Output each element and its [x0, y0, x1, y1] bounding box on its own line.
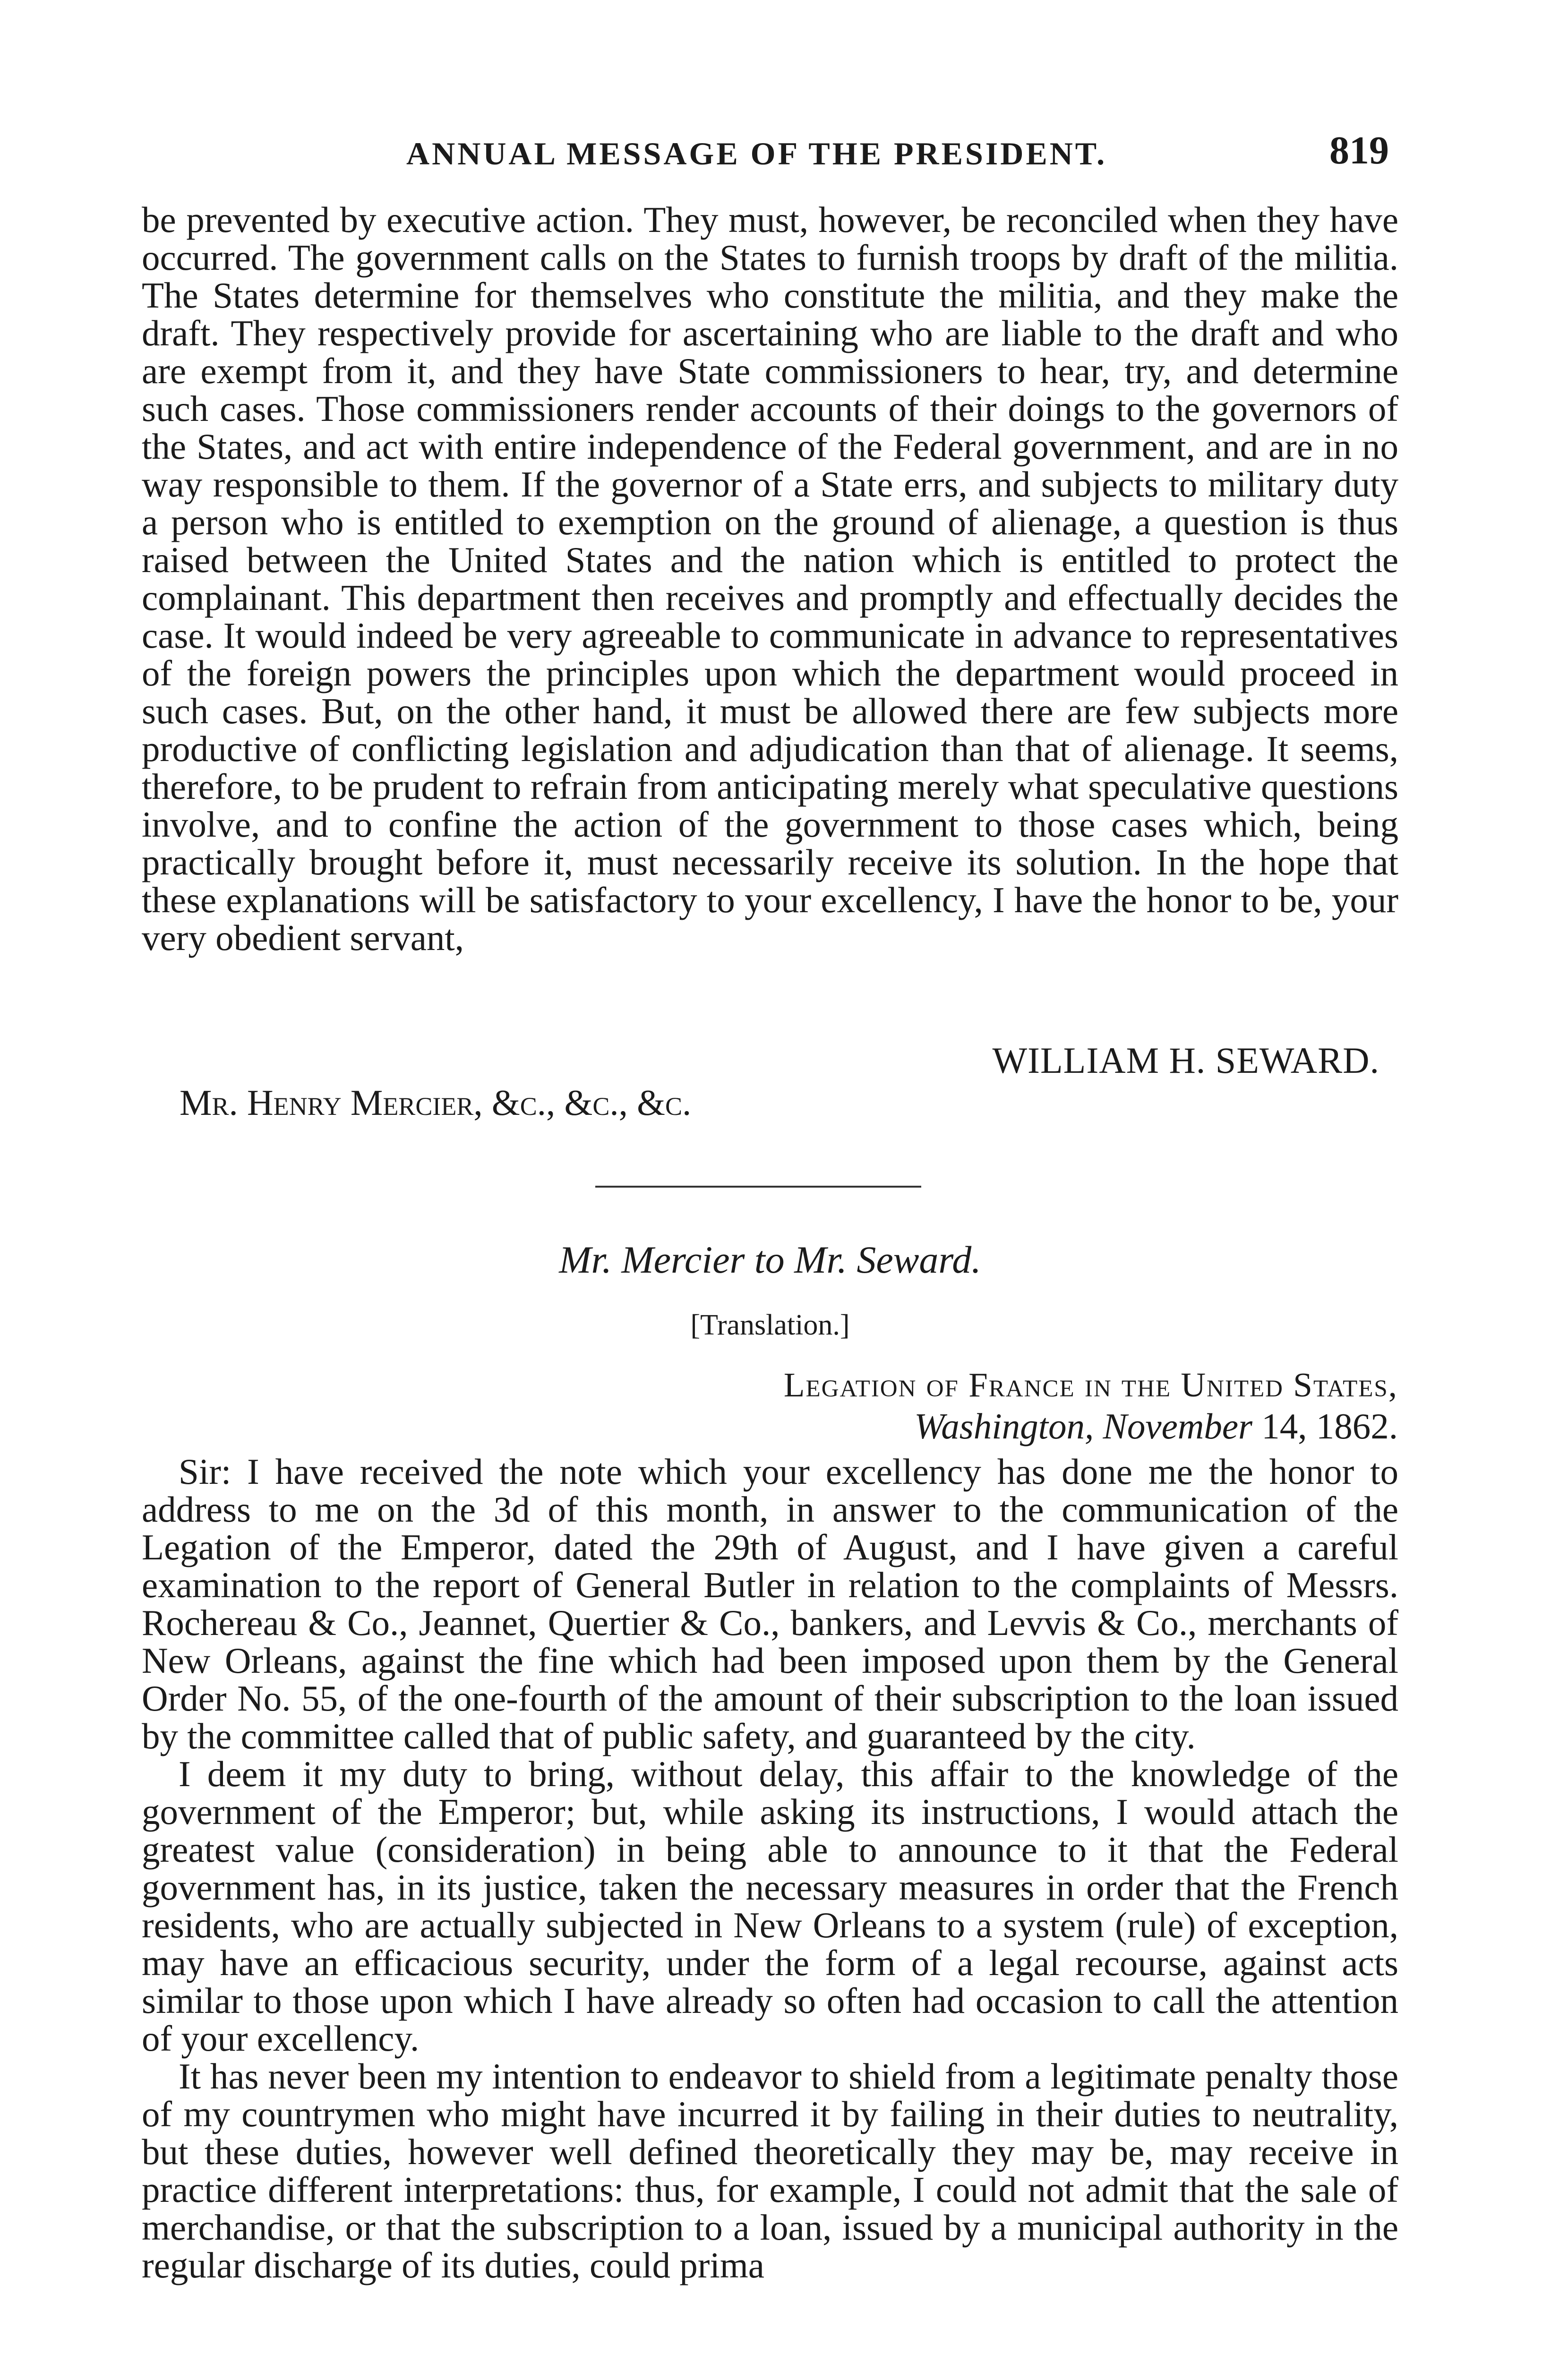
letter-body-continued — [142, 201, 1398, 957]
date-city: Washington, — [914, 1406, 1094, 1446]
date-month: November — [1103, 1406, 1252, 1446]
signature: WILLIAM H. SEWARD. — [992, 1040, 1379, 1081]
page-number: 819 — [1329, 128, 1389, 172]
legation-line: Legation of France in the United States, — [783, 1366, 1398, 1404]
section-divider — [595, 1186, 921, 1188]
addressee: Mr. Henry Mercier, &c., &c., &c. — [180, 1082, 692, 1123]
letter-body — [142, 1453, 1398, 2284]
body-paragraph: It has never been my intention to endeavor to shield from a legitimate penalty those of my countrymen who might have incurred it by failing in their duties to neutrality, but these duties, however well defined theoretically they may be, may receive in practice different interpretations: thus, for example, I could not admit that the sale of merchandise, or that the subscription to a loan, issued by a municipal authority in the regular discharge of its duties, could prima — [142, 2056, 1398, 2285]
date-day-year: 14, 1862. — [1261, 1406, 1398, 1446]
letter-heading: Mr. Mercier to Mr. Seward. — [559, 1238, 981, 1281]
translation-note: [Translation.] — [690, 1309, 850, 1341]
body-paragraph: be prevented by executive action. They must, however, be reconciled when they have occurred. The government calls on the States to furnish troops by draft of the militia. The States determine for themselves who constitute the militia, and they make the draft. They respectively provide for ascertaining who are liable to the draft and who are exempt from it, and they have State commissioners to hear, try, and determine such cases. Those commissioners render accounts of their doings to the governors of the States, and act with entire independence of the Federal government, and are in no way responsible to them. If the governor of a State errs, and subjects to military duty a person who is entitled to exemption on the ground of alienage, a question is thus raised between the United States and the nation which is entitled to protect the complainant. This department then receives and promptly and effectually decides the case. It would indeed be very agreeable to communicate in advance to representatives of the foreign powers the principles upon which the department would proceed in such cases. But, on the other hand, it must be allowed there are few subjects more productive of conflicting legislation and adjudication than that of alienage. It seems, therefore, to be prudent to refrain from anticipating merely what speculative questions involve, and to confine the action of the government to those cases which, being practically brought before it, must necessarily receive its solution. In the hope that these explanations will be satisfactory to your excellency, I have the honor to be, your very obedient servant, — [142, 199, 1398, 958]
body-paragraph: I deem it my duty to bring, without delay, this affair to the knowledge of the government of the Emperor; but, while asking its instructions, I would attach the greatest value (consideration) in being able to announce to it that the Federal government has, in its justice, taken the necessary measures in order that the French residents, who are actually subjected in New Orleans to a system (rule) of exception, may have an efficacious security, under the form of a legal recourse, against acts similar to those upon which I have already so often had occasion to call the attention of your excellency. — [142, 1754, 1398, 2059]
body-paragraph: Sir: I have received the note which your excellency has done me the honor to address to me on the 3d of this month, in answer to the communication of the Legation of the Emperor, dated the 29th of August, and I have given a careful examination to the report of General Butler in relation to the complaints of Messrs. Rochereau & Co., Jeannet, Quertier & Co., bankers, and Levvis & Co., merchants of New Orleans, against the fine which had been imposed upon them by the General Order No. 55, of the one-fourth of the amount of their subscription to the loan issued by the committee called that of public safety, and guaranteed by the city. — [142, 1451, 1398, 1756]
date-line — [914, 1405, 1398, 1447]
signature-block — [142, 1039, 1398, 1134]
running-title: ANNUAL MESSAGE OF THE PRESIDENT. — [406, 136, 1107, 171]
page-header — [142, 128, 1398, 184]
